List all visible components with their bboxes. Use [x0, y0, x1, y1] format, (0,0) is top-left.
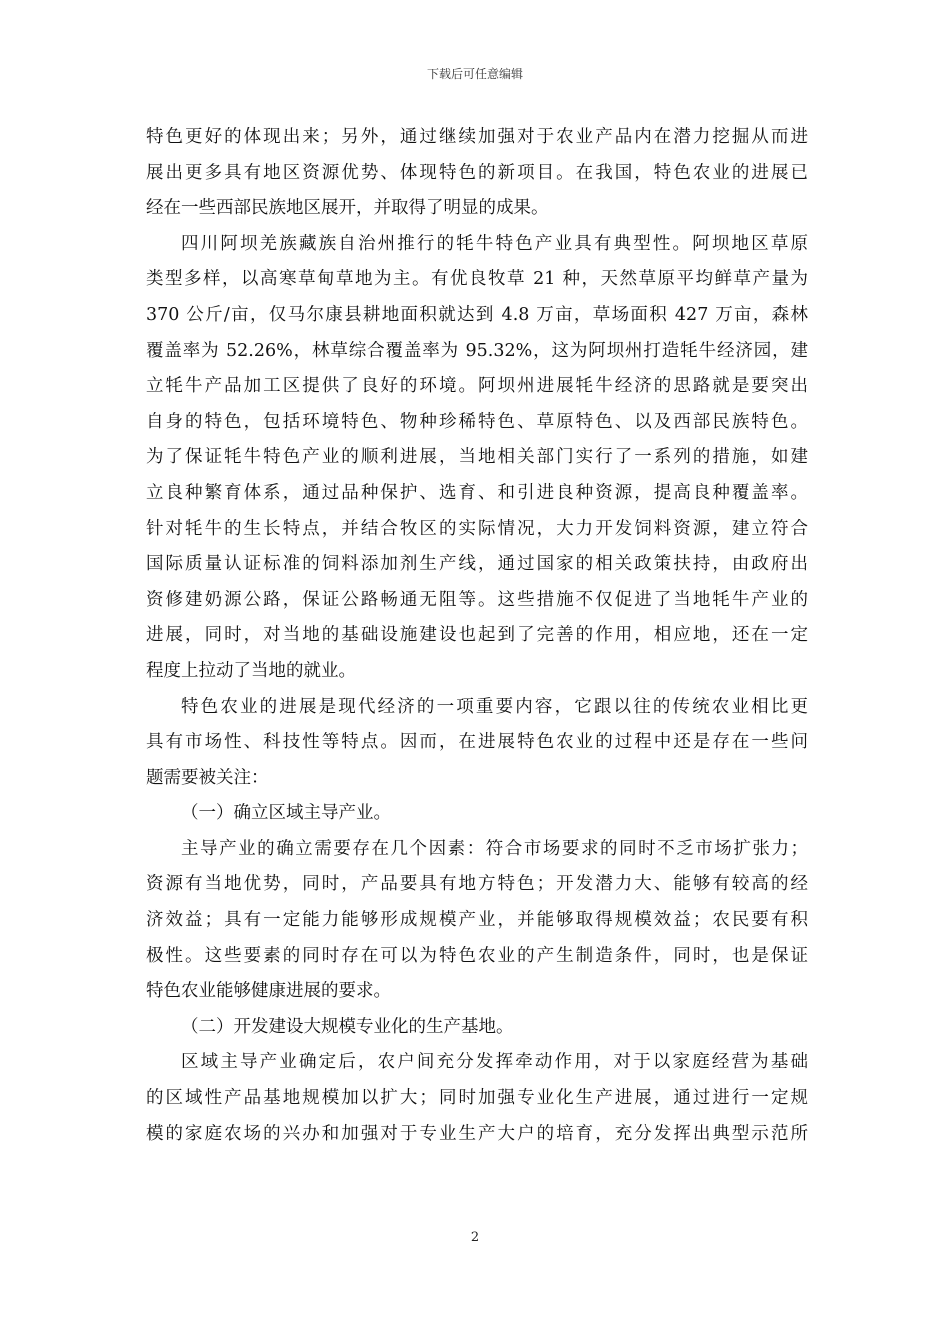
text-line: 针对牦牛的生长特点，并结合牧区的实际情况，大力开发饲料资源，建立符合: [146, 518, 808, 539]
document-body: [146, 120, 808, 1152]
paragraph: [146, 832, 808, 1010]
text-line: 资源有当地优势，同时，产品要具有地方特色；开发潜力大、能够有较高的经: [146, 874, 808, 895]
text-line: 立良种繁育体系，通过品种保护、选育、和引进良种资源，提高良种覆盖率。: [146, 482, 808, 503]
text-line: 为了保证牦牛特色产业的顺利进展，当地相关部门实行了一系列的措施，如建: [146, 447, 808, 468]
text-line: 具有市场性、科技性等特点。因而，在进展特色农业的过程中还是存在一些问: [146, 732, 808, 753]
text-line: 进展，同时，对当地的基础设施建设也起到了完善的作用，相应地，还在一定: [146, 625, 808, 646]
text-line: 主导产业的确立需要存在几个因素：符合市场要求的同时不乏市场扩张力；: [181, 838, 808, 859]
text-line: 370 公斤/亩，仅马尔康县耕地面积就达到 4.8 万亩，草场面积 427 万亩，森林: [146, 304, 808, 325]
paragraph: [146, 227, 808, 690]
text-line: 济效益；具有一定能力能够形成规模产业，并能够取得规模效益；农民要有积: [146, 910, 808, 931]
paragraph: [146, 1045, 808, 1152]
paragraph: [146, 690, 808, 797]
text-line: 自身的特色，包括环境特色、物种珍稀特色、草原特色、以及西部民族特色。: [146, 411, 808, 432]
section-heading-text: （二）开发建设大规模专业化的生产基地。: [181, 1016, 514, 1037]
text-line: 展出更多具有地区资源优势、体现特色的新项目。在我国，特色农业的进展已: [146, 162, 808, 183]
text-line: 类型多样，以高寒草甸草地为主。有优良牧草 21 种，天然草原平均鲜草产量为: [146, 269, 808, 290]
text-line: 覆盖率为 52.26%，林草综合覆盖率为 95.32%，这为阿坝州打造牦牛经济园，建: [146, 340, 808, 361]
text-line: 特色农业能够健康进展的要求。: [146, 981, 391, 1002]
section-heading: [146, 796, 808, 832]
text-line: 资修建奶源公路，保证公路畅通无阻等。这些措施不仅促进了当地牦牛产业的: [146, 589, 808, 610]
text-line: 特色农业的进展是现代经济的一项重要内容，它跟以往的传统农业相比更: [181, 696, 808, 717]
page-header: 下载后可任意编辑: [426, 67, 523, 81]
text-line: 模的家庭农场的兴办和加强对于专业生产大户的培育，充分发挥出典型示范所: [146, 1123, 808, 1144]
text-line: 程度上拉动了当地的就业。: [146, 660, 356, 681]
text-line: 极性。这些要素的同时存在可以为特色农业的产生制造条件，同时，也是保证: [146, 945, 808, 966]
text-line: 经在一些西部民族地区展开，并取得了明显的成果。: [146, 198, 549, 219]
text-line: 立牦牛产品加工区提供了良好的环境。阿坝州进展牦牛经济的思路就是要突出: [146, 376, 808, 397]
paragraph: [146, 120, 808, 227]
text-line: 区域主导产业确定后，农户间充分发挥牵动作用，对于以家庭经营为基础: [181, 1052, 808, 1073]
text-line: 国际质量认证标准的饲料添加剂生产线，通过国家的相关政策扶持，由政府出: [146, 554, 808, 575]
text-line: 特色更好的体现出来；另外，通过继续加强对于农业产品内在潜力挖掘从而进: [146, 127, 808, 147]
page-number: 2: [470, 1230, 480, 1245]
text-line: 四川阿坝羌族藏族自治州推行的牦牛特色产业具有典型性。阿坝地区草原: [181, 233, 808, 254]
section-heading: [146, 1010, 808, 1046]
text-line: 的区域性产品基地规模加以扩大；同时加强专业化生产进展，通过进行一定规: [146, 1088, 808, 1109]
section-heading-text: （一）确立区域主导产业。: [181, 803, 391, 824]
text-line: 题需要被关注：: [146, 767, 269, 788]
